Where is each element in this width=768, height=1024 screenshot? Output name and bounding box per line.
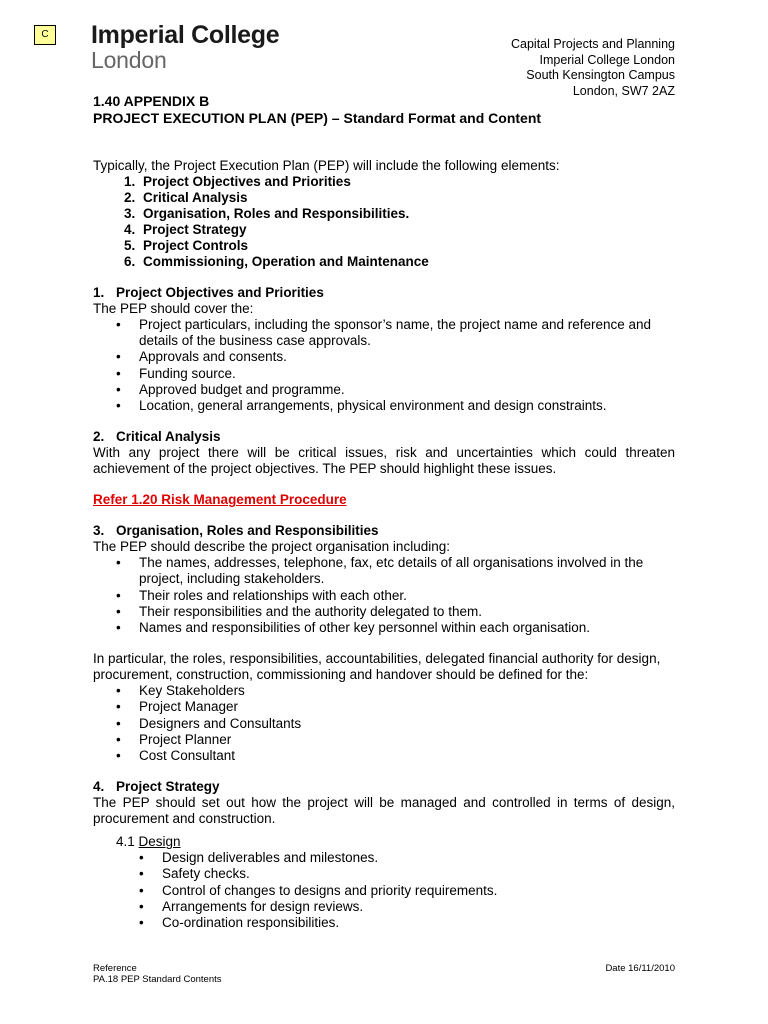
title-line-1: 1.40 APPENDIX B: [93, 93, 210, 109]
bullet-item: • Control of changes to designs and priority requirements.: [162, 883, 675, 899]
section-number: 4.: [93, 779, 105, 795]
section-number: 1.: [93, 285, 105, 300]
subsection-number: 4.1: [116, 834, 135, 850]
subsection-title: Design: [138, 834, 181, 850]
section-3-bullets: [93, 555, 675, 636]
section-4-heading: [93, 779, 675, 795]
bullet-item: • Their responsibilities and the authority delegated to them.: [139, 604, 675, 620]
footer-date: Date 16/11/2010: [605, 963, 675, 974]
page-footer: [93, 963, 675, 985]
element-item: 5. Project Controls: [139, 238, 675, 254]
bullet-item: • Design deliverables and milestones.: [162, 850, 675, 866]
section-title: Project Objectives and Priorities: [116, 285, 324, 300]
section-3-paragraph: In particular, the roles, responsibilities, accountabilities, delegated financial authority for design, procurement, construction, commissioning and handover should be defined for the:: [93, 651, 661, 683]
address-line: Imperial College London: [539, 52, 675, 67]
section-title: Critical Analysis: [116, 429, 221, 445]
section-title: Project Strategy: [116, 779, 220, 795]
logo-line-1: Imperial College: [91, 21, 280, 49]
bullet-item: • Project Planner: [139, 732, 675, 748]
element-item: 2. Critical Analysis: [139, 190, 675, 206]
bullet-item: • Location, general arrangements, physical environment and design constraints.: [139, 398, 675, 414]
bullet-item: • Project particulars, including the sponsor’s name, the project name and reference and details of the business case approvals.: [139, 317, 675, 349]
bullet-item: • Designers and Consultants: [139, 716, 675, 732]
logo-line-2: London: [91, 47, 167, 73]
subsection-4-1-heading: [93, 834, 675, 850]
bullet-item: • Project Manager: [139, 699, 675, 715]
bullet-item: • Key Stakeholders: [139, 683, 675, 699]
section-3-heading: [93, 523, 675, 539]
element-item: 6. Commissioning, Operation and Maintenance: [139, 254, 675, 270]
address-line: Capital Projects and Planning: [511, 37, 675, 51]
section-2-heading: [93, 429, 675, 445]
bullet-item: • Safety checks.: [162, 866, 675, 882]
risk-procedure-reference: Refer 1.20 Risk Management Procedure: [93, 492, 347, 508]
classification-box: C: [34, 25, 56, 45]
footer-reference-label: Reference: [93, 963, 137, 974]
document-body: [93, 93, 675, 931]
intro-text: Typically, the Project Execution Plan (PEP) will include the following elements:: [93, 158, 560, 173]
bullet-item: • Names and responsibilities of other key personnel within each organisation.: [139, 620, 675, 636]
section-1-lead: The PEP should cover the:: [93, 301, 254, 316]
bullet-item: • Arrangements for design reviews.: [162, 899, 675, 915]
bullet-item: • Approved budget and programme.: [139, 382, 675, 398]
section-1-heading: [93, 285, 675, 301]
section-4-body: The PEP should set out how the project will be managed and controlled in terms of design, procurement and construction.: [93, 795, 675, 827]
bullet-item: • Funding source.: [139, 366, 675, 382]
design-bullets: [93, 850, 675, 931]
section-1-bullets: [93, 317, 675, 414]
section-number: 3.: [93, 523, 105, 539]
bullet-item: • Co-ordination responsibilities.: [162, 915, 675, 931]
bullet-item: • Approvals and consents.: [139, 349, 675, 365]
roles-bullets: [93, 683, 675, 764]
bullet-item: • Cost Consultant: [139, 748, 675, 764]
section-2-body: With any project there will be critical issues, risk and uncertainties which could threaten achievement of the project objectives. The PEP should highlight these issues.: [93, 445, 675, 477]
element-item: 4. Project Strategy: [139, 222, 675, 238]
elements-list: [93, 174, 675, 270]
bullet-item: • Their roles and relationships with each other.: [139, 588, 675, 604]
section-number: 2.: [93, 429, 105, 445]
element-item: 1. Project Objectives and Priorities: [139, 174, 675, 190]
address-block: [511, 37, 675, 99]
imperial-college-logo: [91, 22, 279, 72]
section-title: Organisation, Roles and Responsibilities: [116, 523, 379, 539]
address-line: London, SW7 2AZ: [572, 83, 675, 98]
address-line: South Kensington Campus: [526, 68, 675, 82]
section-3-lead: The PEP should describe the project organisation including:: [93, 539, 450, 555]
bullet-item: • The names, addresses, telephone, fax, etc details of all organisations involved in the project, including stakeholders.: [139, 555, 675, 587]
element-item: 3. Organisation, Roles and Responsibilities.: [139, 206, 675, 222]
footer-document-code: PA.18 PEP Standard Contents: [93, 974, 222, 985]
title-line-2: PROJECT EXECUTION PLAN (PEP) – Standard Format and Content: [93, 110, 542, 126]
